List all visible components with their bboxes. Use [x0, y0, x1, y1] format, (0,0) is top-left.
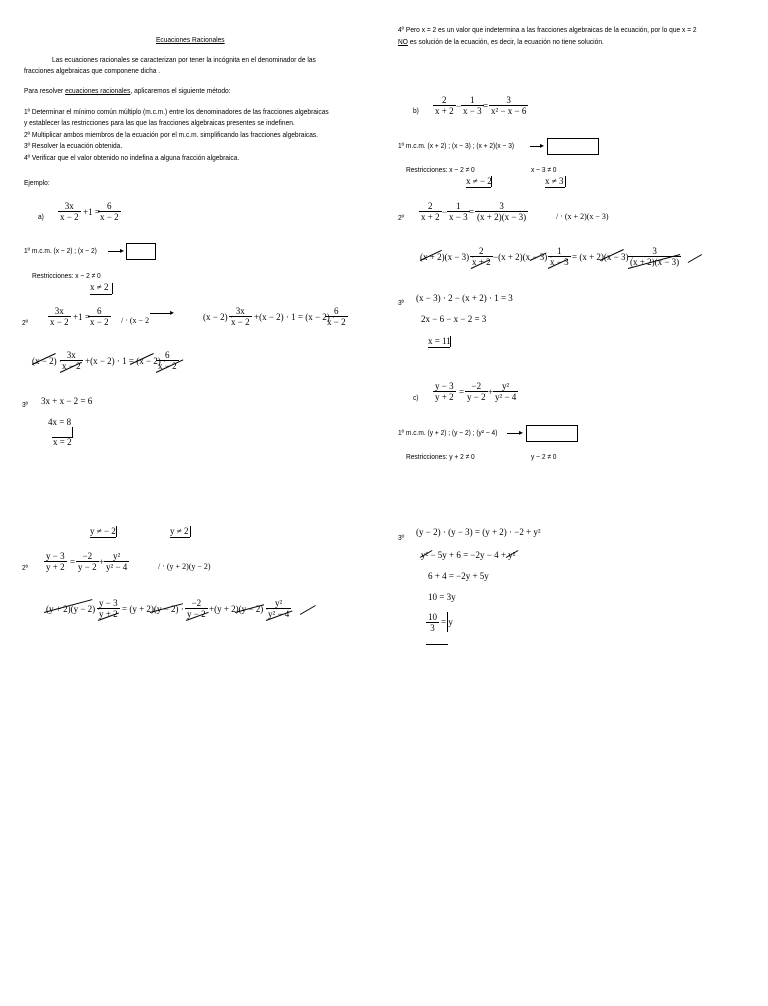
b-s2-frac-1 [419, 201, 442, 222]
b-f3-num: 3 [489, 95, 528, 106]
a-frac-2 [98, 201, 121, 222]
b-frac-3 [489, 95, 528, 116]
b-restriction-b-bar [565, 176, 566, 187]
a-s2b-2: +(x − 2) · 1 = (x − 2) · [85, 356, 167, 366]
a-s3-line-2: 4x = 8 [48, 417, 72, 427]
a-s2b-1: (x − 2) · [32, 356, 62, 366]
a-frac-1-num: 3x [58, 201, 81, 212]
c-s2-frac-3 [104, 551, 129, 572]
a-restriction-underline [90, 294, 112, 295]
c-s3-bar [447, 612, 448, 632]
a-s3-line-1: 3x + x − 2 = 6 [41, 396, 93, 406]
method-pre: Para resolver [24, 86, 66, 95]
a-s3-overline [52, 437, 72, 438]
b-s2b-frac-2 [548, 246, 571, 267]
c-s2-frac-2 [76, 551, 99, 572]
b-restriction-result-b: x ≠ 3 [545, 176, 564, 186]
c-eq-equals: = [459, 387, 465, 397]
c-f2-num: −2 [465, 381, 488, 392]
c-restrictions-b: y − 2 ≠ 0 [531, 452, 557, 461]
c-frac-3 [493, 381, 518, 402]
c-s3-underline [426, 644, 448, 645]
c-s2b-f2-num: −2 [185, 598, 208, 609]
c-s3-line-1: (y − 2) · (y − 3) = (y + 2) · −2 + y² [416, 527, 541, 537]
c-restriction-a-underline [90, 537, 116, 538]
b-s2b-f3-den: (x + 2)(x − 3) [630, 257, 680, 267]
example-label: Ejemplo: [24, 178, 50, 187]
a-mcm: 1º m.c.m. (x − 2) ; (x − 2) [24, 246, 97, 255]
c-f3-num: y² [493, 381, 518, 392]
a-s2-f1-den: x − 2 [50, 317, 69, 327]
a-s2-frac-2 [88, 306, 111, 327]
c-s2-multiplier: / · (y + 2)(y − 2) [158, 562, 211, 571]
a-step3-label: 3º [22, 400, 29, 409]
c-s2b-1: (y + 2)(y − 2) · [46, 604, 101, 614]
b-eq-equals: = [483, 101, 489, 111]
c-frac-1 [433, 381, 456, 402]
c-restrictions: Restricciones: y + 2 ≠ 0 [406, 452, 475, 461]
step-1b: y establecer las restricciones para las que las fracciones algebraicas presentes se indefinen. [24, 118, 295, 127]
b-s2b-1: (x + 2)(x − 3) · [420, 252, 475, 262]
arrow-right-icon: ▸ [120, 246, 125, 255]
a-s2-f2-den: x − 2 [90, 317, 109, 327]
c-s3-line-3: 6 + 4 = −2y + 5y [428, 571, 489, 581]
b-frac-2 [461, 95, 484, 116]
a-eq-mid: +1 = [83, 207, 100, 217]
b-s2b-f1-num: 2 [470, 246, 493, 257]
c-mcm-box [526, 425, 578, 442]
c-f1-den: y + 2 [435, 392, 454, 402]
check-mark-icon [300, 605, 316, 615]
a-s2-arrow [150, 313, 172, 314]
a-s2-rf2-den: x − 2 [327, 317, 346, 327]
example-c-label: c) [413, 393, 419, 402]
b-restriction-a-bar [491, 176, 492, 187]
a-s2-result-frac-2 [325, 306, 348, 327]
example-a-label: a) [38, 212, 44, 221]
b-restrictions-b: x − 3 ≠ 0 [531, 165, 557, 174]
b-f3-den: x² − x − 6 [491, 106, 527, 116]
c-s2b-f3-num: y² [266, 598, 291, 609]
a-s2-f1-num: 3x [48, 306, 71, 317]
c-s2-f1-den: y + 2 [46, 562, 65, 572]
c-s2-f2-den: y − 2 [78, 562, 97, 572]
c-f2-den: y − 2 [467, 392, 486, 402]
b-s2-f3-den: (x + 2)(x − 3) [477, 212, 527, 222]
c-step3-label: 3º [398, 533, 405, 542]
a-s2-multiplier: / · (x − 2 [121, 316, 150, 325]
step-3: 3º Resolver la ecuación obtenida. [24, 141, 123, 150]
b-s2-frac-3 [475, 201, 528, 222]
example-b-label: b) [413, 106, 419, 115]
a-s2b-f1-den: x − 2 [62, 361, 81, 371]
a-s2-rf1-den: x − 2 [231, 317, 250, 327]
b-s2-f1-den: x + 2 [421, 212, 440, 222]
c-s2b-3: +(y + 2)(y − 2) · [209, 604, 269, 614]
method-sentence [24, 86, 231, 96]
intro-line-1: Las ecuaciones racionales se caracterizan por tener la incógnita en el denominador de las [52, 55, 316, 64]
b-s2-f2-num: 1 [447, 201, 470, 212]
b-s3-underline [428, 347, 450, 348]
b-s3-line-3: x = 11 [428, 336, 451, 346]
c-s3-frac [426, 612, 439, 633]
c-restriction-b: y ≠ 2 [170, 526, 189, 536]
intro-line-2: fracciones algebraicas que componene dicha . [24, 66, 161, 75]
a-frac-2-den: x − 2 [100, 212, 119, 222]
c-s2b-2: = (y + 2)(y − 2) · [122, 604, 184, 614]
b-s2-f1-num: 2 [419, 201, 442, 212]
a-s2b-f1-num: 3x [60, 350, 83, 361]
c-eq-plus: + [488, 387, 494, 397]
c-restriction-b-bar [190, 526, 191, 537]
c-s3-line-4: 10 = 3y [428, 592, 456, 602]
note-rest: es solución de la ecuación, es decir, la ecuación no tiene solución. [407, 37, 604, 46]
a-s2-result-2: +(x − 2) · 1 = (x − 2) · [254, 312, 336, 322]
arrow-right-icon: ▸ [519, 428, 524, 437]
c-s2-f1-num: y − 3 [46, 551, 65, 561]
note-line-2 [398, 37, 604, 47]
c-step2-label: 2º [22, 563, 29, 572]
b-s3-line-1: (x − 3) · 2 − (x + 2) · 1 = 3 [416, 293, 513, 303]
b-f1-num: 2 [433, 95, 456, 106]
c-s2-eq: = [70, 557, 76, 567]
a-s2-rf2-num: 6 [325, 306, 348, 317]
a-s2-result-frac-1 [229, 306, 252, 327]
check-mark-icon [688, 254, 702, 263]
a-frac-2-num: 6 [98, 201, 121, 212]
method-post: , aplicaremos el siguiente método: [130, 86, 231, 95]
b-restriction-a-underline [466, 187, 491, 188]
a-mcm-box [126, 243, 156, 260]
c-f3-den: y² − 4 [495, 392, 517, 402]
a-step2-label: 2º [22, 318, 29, 327]
c-restriction-a-bar [116, 526, 117, 537]
c-s2b-f3-den: y² − 4 [268, 609, 290, 619]
b-s2-f3-num: 3 [475, 201, 528, 212]
arrow-right-icon: ▸ [540, 141, 545, 150]
b-s2-frac-2 [447, 201, 470, 222]
b-restrictions: Restricciones: x − 2 ≠ 0 [406, 165, 475, 174]
c-restriction-b-underline [170, 537, 190, 538]
page-title: Ecuaciones Racionales [156, 35, 225, 44]
b-s3-bar [450, 336, 451, 347]
a-restriction-result: x ≠ 2 [90, 282, 109, 292]
arrow-right-icon: ▸ [170, 308, 175, 317]
note-line-1: 4º Pero x = 2 es un valor que indetermina a las fracciones algebraicas de la ecuación, por lo que x = 2 [398, 25, 697, 34]
b-s2b-f2-den: x − 3 [550, 257, 569, 267]
a-frac-1-den: x − 2 [60, 212, 79, 222]
a-s2-rf1-num: 3x [229, 306, 252, 317]
note-no: NO [398, 37, 408, 46]
a-s2b-frac-1 [60, 350, 83, 371]
b-s2-equals: = [469, 207, 475, 217]
c-frac-2 [465, 381, 488, 402]
c-s2-plus: + [99, 557, 105, 567]
c-s2-f2-num: −2 [76, 551, 99, 562]
a-restriction-bar [112, 283, 113, 294]
b-f1-den: x + 2 [435, 106, 454, 116]
a-s3-bar [72, 427, 73, 438]
b-restriction-result-a: x ≠ − 2 [466, 176, 492, 186]
step-1a: 1º Determinar el mínimo común múltiplo (m.c.m.) entre los denominadores de las fracciones algebraicas [24, 107, 329, 116]
b-s2b-f3-num: 3 [628, 246, 681, 257]
a-s3-line-3: x = 2 [53, 437, 72, 447]
c-restriction-a: y ≠ − 2 [90, 526, 116, 536]
b-step3-label: 3º [398, 298, 405, 307]
c-mcm: 1º m.c.m. (y + 2) ; (y − 2) ; (y² − 4) [398, 428, 498, 437]
c-f1-num: y − 3 [435, 381, 454, 391]
step-2: 2º Multiplicar ambos miembros de la ecuación por el m.c.m. simplificando las fracciones algebraicas. [24, 130, 319, 139]
c-s2-f3-num: y² [104, 551, 129, 562]
b-step2-label: 2º [398, 213, 405, 222]
c-s3-frac-num: 10 [428, 612, 437, 622]
a-frac-1 [58, 201, 81, 222]
a-s2-result-1: (x − 2) · [203, 312, 233, 322]
c-s2b-f2-den: y − 2 [187, 609, 206, 619]
a-restrictions: Restricciones: x − 2 ≠ 0 [32, 271, 101, 280]
b-s2-minus: − [442, 207, 448, 217]
b-s3-line-2: 2x − 6 − x − 2 = 3 [421, 314, 487, 324]
b-f2-num: 1 [461, 95, 484, 106]
c-s2b-f1-num: y − 3 [99, 598, 118, 608]
b-eq-minus: − [456, 101, 462, 111]
a-s2b-f2-num: 6 [156, 350, 179, 361]
a-s2b-frac-2 [156, 350, 179, 371]
c-s2-frac-1 [44, 551, 67, 572]
c-s2b-f1-den: y + 2 [99, 609, 118, 619]
a-s2-mid: +1 = [73, 312, 90, 322]
step-4: 4º Verificar que el valor obtenido no indefina a alguna fracción algebraica. [24, 153, 240, 162]
b-mcm: 1º m.c.m. (x + 2) ; (x − 3) ; (x + 2)(x − 3) [398, 141, 515, 150]
b-mcm-box [547, 138, 599, 155]
b-s2b-f2-num: 1 [548, 246, 571, 257]
c-s3-line-2: y² − 5y + 6 = −2y − 4 + y² [421, 550, 516, 560]
a-s2-frac-1 [48, 306, 71, 327]
b-restriction-b-underline [545, 187, 565, 188]
b-s2-f2-den: x − 3 [449, 212, 468, 222]
a-s2-f2-num: 6 [88, 306, 111, 317]
c-s3-line-5: = y [441, 617, 453, 627]
c-s3-frac-den: 3 [430, 623, 435, 633]
a-s2b-f2-den: x − 2 [158, 361, 177, 371]
b-f2-den: x − 3 [463, 106, 482, 116]
c-s2-f3-den: y² − 4 [106, 562, 128, 572]
b-frac-1 [433, 95, 456, 116]
b-s2-multiplier: / · (x + 2)(x − 3) [556, 212, 609, 221]
b-s2b-3: = (x + 2)(x − 3) · [572, 252, 634, 262]
method-link: ecuaciones racionales [65, 86, 131, 95]
b-s2b-2: −(x + 2)(x − 3) · [493, 252, 553, 262]
b-s2b-f1-den: x + 2 [472, 257, 491, 267]
